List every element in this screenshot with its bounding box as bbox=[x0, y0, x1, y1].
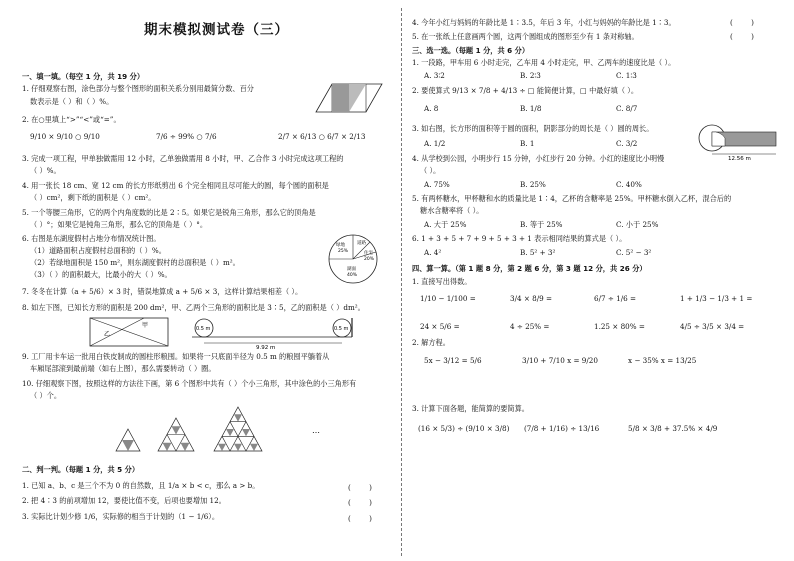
choice-3-b[interactable]: B. 1 bbox=[520, 139, 535, 148]
column-divider bbox=[401, 8, 402, 556]
choice-6-c[interactable]: C. 5² − 3² bbox=[616, 248, 652, 257]
q1-line1: 1. 仔细观察右图，涂色部分与整个图形的面积关系分别用最简分数、百分 bbox=[22, 84, 254, 93]
choice-2-a[interactable]: A. 8 bbox=[424, 104, 439, 113]
pie-value-green: 25% bbox=[338, 249, 349, 254]
choice-3: 3. 如右图，长方形的面积等于圆的面积，阴影部分的周长是（ ）圆的周长。 bbox=[412, 124, 654, 133]
calc-1-item-6: 4 ÷ 25% = bbox=[510, 322, 550, 331]
q1-line2: 数表示是（ ）和（ ）%。 bbox=[30, 97, 114, 106]
distance-label: 9.92 m bbox=[256, 345, 276, 351]
calc-3-item-1: (16 × 5/3) ÷ (9/10 × 3/8) bbox=[418, 424, 510, 433]
q6-item-2: （2）若绿地面积是 150 m²，则东湖度假村的总面积是（ ）m²。 bbox=[30, 258, 240, 267]
choice-1-a[interactable]: A. 3∶2 bbox=[424, 71, 445, 80]
q2-item-2: 7/6 ÷ 99% ○ 7/6 bbox=[156, 132, 217, 141]
q2-item-3: 2/7 × 6/13 ○ 6/7 × 2/13 bbox=[278, 132, 366, 141]
choice-5-line1: 5. 有两杯糖水，甲杯糖和水的质量比是 1∶4，乙杯的含糖率是 25%。甲杯糖水倒入乙杯，混合后的 bbox=[412, 194, 732, 203]
pie-label-green: 绿地 bbox=[336, 243, 345, 248]
pie-label-road: 道路 bbox=[357, 241, 366, 246]
judge-3-answer[interactable]: ( ) bbox=[348, 514, 372, 523]
rectangle-triangles-figure bbox=[90, 318, 168, 346]
land-use-pie-chart bbox=[328, 234, 378, 284]
choice-4-line1: 4. 从学校到公园，小明步行 15 分钟，小红步行 20 分钟。小红的速度比小明慢 bbox=[412, 154, 665, 163]
calc-2-title: 2. 解方程。 bbox=[412, 338, 450, 347]
choice-6-b[interactable]: B. 5² + 3² bbox=[520, 248, 556, 257]
q10-line2: （ ）个。 bbox=[30, 391, 62, 400]
calc-1-item-1: 1/10 − 1/100 = bbox=[420, 294, 476, 303]
pattern-2 bbox=[158, 418, 194, 451]
judge-4-answer[interactable]: ( ) bbox=[730, 18, 754, 27]
length-label: 12.56 m bbox=[728, 156, 751, 162]
pie-value-lake: 40% bbox=[347, 273, 358, 278]
triangle-pattern-figure bbox=[116, 407, 326, 451]
choice-6-a[interactable]: A. 4² bbox=[424, 248, 442, 257]
label-yi: 乙 bbox=[104, 331, 111, 338]
q3-line1: 3. 完成一项工程，甲单独做需用 12 小时，乙单独做需用 8 小时，甲、乙合作 3 小时完成这项工程的 bbox=[22, 154, 344, 163]
label-jia: 甲 bbox=[142, 322, 149, 329]
q5-line2: （ ）°；如果它是钝角三角形，那么它的顶角是（ ）°。 bbox=[30, 220, 208, 229]
calc-1-item-7: 1.25 × 80% = bbox=[594, 322, 645, 331]
choice-6: 6. 1 + 3 + 5 + 7 + 9 + 5 + 3 + 1 表示相同结果的算式是（ ）。 bbox=[412, 234, 627, 243]
judge-5-answer[interactable]: ( ) bbox=[730, 32, 754, 41]
judge-5: 5. 在一张纸上任意画两个圆，这两个圆组成的图形至少有 1 条对称轴。 bbox=[412, 32, 639, 41]
choice-4-b[interactable]: B. 25% bbox=[520, 180, 546, 189]
q6-line1: 6. 右图是东湖度假村占地分布情况统计图。 bbox=[22, 234, 161, 243]
choice-2: 2. 要使算式 9/13 × 7/8 + 4/13 ÷ □ 能简便计算，□ 中最好填（ ）。 bbox=[412, 86, 639, 95]
radius-label-left: 0.5 m bbox=[196, 326, 211, 332]
pie-label-lake: 湖面 bbox=[347, 267, 356, 272]
judge-1-answer[interactable]: ( ) bbox=[348, 483, 372, 492]
judge-2-answer[interactable]: ( ) bbox=[348, 498, 372, 507]
calc-1-item-4: 1 + 1/3 − 1/3 + 1 = bbox=[680, 294, 753, 303]
exam-title: 期末模拟测试卷（三） bbox=[144, 22, 289, 38]
judge-2: 2. 把 4∶3 的前项增加 12，要使比值不变，后项也要增加 12。 bbox=[22, 496, 226, 505]
q2-item-1: 9/10 × 9/10 ○ 9/10 bbox=[30, 132, 100, 141]
pattern-1 bbox=[116, 429, 140, 451]
q4-line1: 4. 用一张长 18 cm、宽 12 cm 的长方形纸剪出 6 个完全相同且尽可能大的圆，每个圆的面积是 bbox=[22, 181, 329, 190]
pattern-3 bbox=[214, 407, 262, 451]
q3-line2: （ ）%。 bbox=[30, 166, 61, 175]
calc-1-item-2: 3/4 × 8/9 = bbox=[510, 294, 553, 303]
q9-line2: 车厢尾部滚到最前端（如右上图），那么需要转动（ ）圈。 bbox=[30, 364, 216, 373]
radius-label-right: 0.5 m bbox=[334, 326, 349, 332]
calc-3-item-3: 5/8 × 3/8 + 37.5% × 4/9 bbox=[628, 424, 718, 433]
pie-value-house: 20% bbox=[364, 257, 375, 262]
calc-2-item-1: 5x − 3/12 = 5/6 bbox=[424, 356, 482, 365]
q4-line2: （ ）cm²，剩下纸的面积是（ ）cm²。 bbox=[30, 193, 156, 202]
q7-line: 7. 冬冬在计算（a + 5/6）× 3 时，错误地算成 a + 5/6 × 3，这样计算结果相差（ ）。 bbox=[22, 287, 303, 296]
choice-5-a[interactable]: A. 大于 25% bbox=[424, 220, 467, 229]
calc-2-item-2: 3/10 + 7/10 x = 9/20 bbox=[522, 356, 598, 365]
q9-line1: 9. 工厂用卡车运一批用白铁皮制成的圆柱形粮囤。如果将一只底面半径为 0.5 m 的粮囤平躺着从 bbox=[22, 352, 330, 361]
circle-rectangle-figure bbox=[698, 124, 778, 162]
q8-line: 8. 如左下图，已知长方形的面积是 200 dm²，甲、乙两个三角形的面积比是 3∶5，乙的面积是（ ）dm²。 bbox=[22, 303, 365, 312]
q6-item-3: （3）（ ）的面积最大，比最小的大（ ）%。 bbox=[30, 270, 172, 279]
choice-1-b[interactable]: B. 2∶3 bbox=[520, 71, 541, 80]
q10-line1: 10. 仔细观察下图，按照这样的方法往下画，第 6 个图形中共有（ ）个小三角形，其中涂色的小三角形有 bbox=[22, 379, 357, 388]
choice-5-b[interactable]: B. 等于 25% bbox=[520, 220, 563, 229]
section-calculate: 四、算一算。（第 1 题 8 分，第 2 题 6 分，第 3 题 12 分，共 26 分） bbox=[412, 264, 647, 273]
choice-5-c[interactable]: C. 小于 25% bbox=[616, 220, 659, 229]
q5-line1: 5. 一个等腰三角形，它的两个内角度数的比是 2∶5。如果它是锐角三角形，那么它的顶角是 bbox=[22, 208, 316, 217]
section-judge: 二、判一判。（每题 1 分，共 5 分） bbox=[22, 465, 140, 474]
choice-4-line2: （ ）。 bbox=[420, 166, 441, 175]
section-choose: 三、选一选。（每题 1 分，共 6 分） bbox=[412, 46, 530, 55]
q2-line: 2. 在○里填上“>”“<”或“=”。 bbox=[22, 115, 121, 124]
calc-1-title: 1. 直接写出得数。 bbox=[412, 277, 472, 286]
choice-5-line2: 糖水含糖率将（ ）。 bbox=[420, 206, 484, 215]
section-fill-in: 一、填一填。（每空 1 分，共 19 分） bbox=[22, 72, 145, 81]
choice-1-c[interactable]: C. 1∶3 bbox=[616, 71, 637, 80]
judge-4: 4. 今年小红与妈妈的年龄比是 1∶3.5，年后 3 年，小红与妈妈的年龄比是 1∶3。 bbox=[412, 18, 676, 27]
choice-4-a[interactable]: A. 75% bbox=[424, 180, 450, 189]
calc-1-item-8: 4/5 ÷ 3/5 × 3/4 = bbox=[680, 322, 745, 331]
choice-1: 1. 一段路，甲车用 6 小时走完，乙车用 4 小时走完，甲、乙两车的速度比是（ ）。 bbox=[412, 58, 676, 67]
choice-2-c[interactable]: C. 8/7 bbox=[616, 104, 638, 113]
truck-cylinder-figure bbox=[192, 318, 354, 350]
choice-3-c[interactable]: C. 3/2 bbox=[616, 139, 638, 148]
calc-3-item-2: (7/8 + 1/16) ÷ 13/16 bbox=[524, 424, 600, 433]
choice-3-a[interactable]: A. 1/2 bbox=[424, 139, 446, 148]
calc-1-item-5: 24 × 5/6 = bbox=[420, 322, 460, 331]
pattern-ellipsis: … bbox=[312, 426, 320, 435]
calc-3-title: 3. 计算下面各题，能简算的要简算。 bbox=[412, 404, 529, 413]
choice-2-b[interactable]: B. 1/8 bbox=[520, 104, 542, 113]
calc-1-item-3: 6/7 ÷ 1/6 = bbox=[594, 294, 637, 303]
judge-1: 1. 已知 a、b、c 是三个不为 0 的自然数，且 1/a × b < c，那么 a > b。 bbox=[22, 481, 260, 490]
judge-3: 3. 实际比计划少修 1/6，实际修的相当于计划的（1 − 1/6）。 bbox=[22, 512, 220, 521]
choice-4-c[interactable]: C. 40% bbox=[616, 180, 642, 189]
q6-item-1: （1）道路面积占度假村总面积的（ ）%。 bbox=[30, 246, 166, 255]
pie-label-house: 住宅 bbox=[364, 251, 373, 256]
shaded-figure bbox=[316, 84, 382, 112]
calc-2-item-3: x − 35% x = 13/25 bbox=[628, 356, 697, 365]
